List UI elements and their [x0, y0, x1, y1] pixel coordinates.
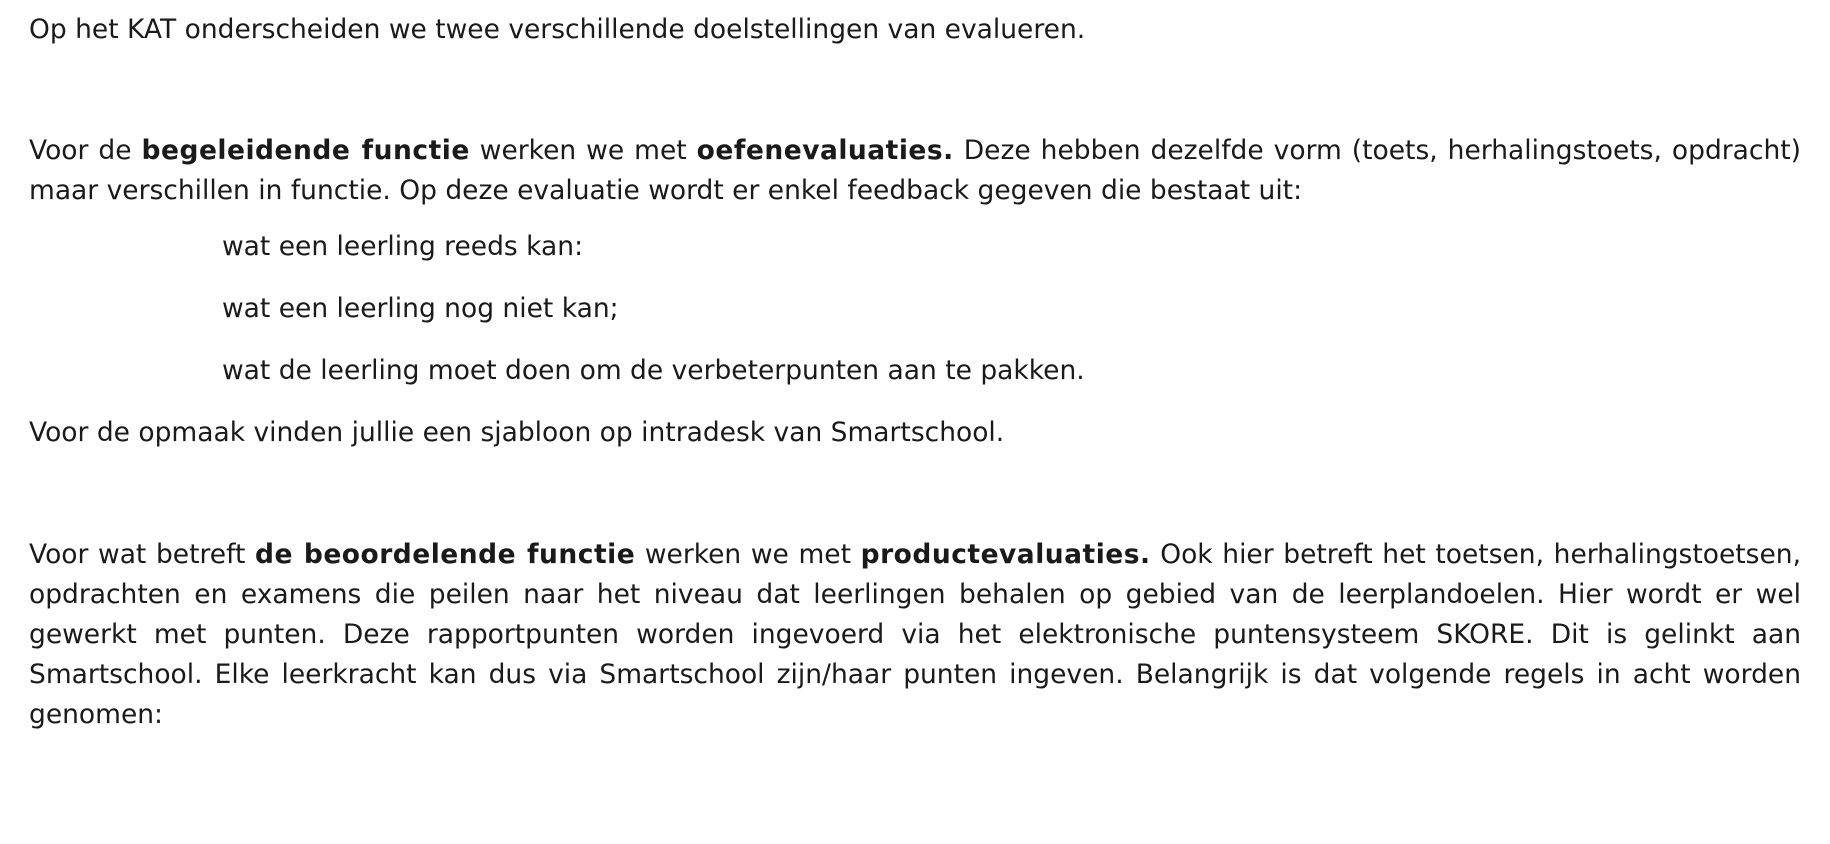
beoordelende-paragraph — [29, 535, 1801, 735]
text-run: Deze hebben dezelfde vorm (toets, herhalingstoets, opdracht) maar verschillen in functie. Op deze evaluatie wordt er enkel feedback gegeven die bestaat uit: — [29, 135, 1801, 206]
feedback-item-text: wat de leerling moet doen om de verbeterpunten aan te pakken. — [222, 355, 1085, 386]
bold-term-productevaluaties: productevaluaties. — [860, 539, 1151, 570]
text-run: Ook hier betreft het toetsen, herhalingstoetsen, opdrachten en examens die peilen naar het niveau dat leerlingen behalen op gebied van de leerplandoelen. Hier wordt er wel gewerkt met punten. Deze rapportpunten worden ingevoerd via het elektronische puntensysteem SKORE. Dit is gelinkt aan Smartschool. Elke leerkracht kan dus via Smartschool zijn/haar punten ingeven. Belangrijk is dat volgende regels in acht worden genomen: — [29, 539, 1801, 730]
text-run: Voor de — [29, 135, 142, 166]
feedback-item-text: wat een leerling nog niet kan; — [222, 293, 619, 324]
opmaak-text: Voor de opmaak vinden jullie een sjabloon op intradesk van Smartschool. — [29, 417, 1005, 448]
begeleidende-paragraph — [29, 131, 1801, 211]
bold-term-begeleidende-functie: begeleidende functie — [141, 135, 470, 166]
text-run: werken we met — [469, 135, 697, 166]
intro-paragraph — [29, 10, 1801, 50]
bold-term-beoordelende-functie: de beoordelende functie — [254, 539, 636, 570]
feedback-item — [222, 289, 1801, 329]
bold-term-oefenevaluaties: oefenevaluaties. — [696, 135, 954, 166]
feedback-item-text: wat een leerling reeds kan: — [222, 231, 583, 262]
feedback-item — [222, 227, 1801, 267]
feedback-item — [222, 351, 1801, 391]
text-run: Voor wat betreft — [29, 539, 255, 570]
intro-text: Op het KAT onderscheiden we twee verschillende doelstellingen van evalueren. — [29, 14, 1086, 45]
opmaak-paragraph — [29, 413, 1801, 453]
text-run: werken we met — [635, 539, 861, 570]
